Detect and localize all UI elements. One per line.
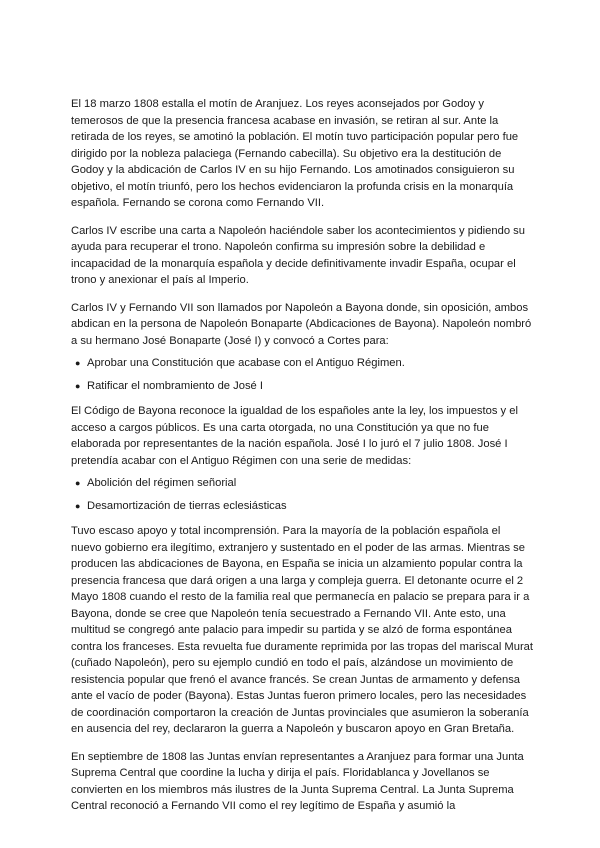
list-item (71, 378, 533, 395)
bullet-icon: ● (75, 380, 81, 391)
list-item (71, 498, 533, 515)
list-item-text: Desamortización de tierras eclesiásticas (87, 499, 287, 512)
list-item (71, 475, 533, 492)
list-medidas-jose-i (71, 475, 533, 514)
paragraph-motin-aranjuez: El 18 marzo 1808 estalla el motín de Aranjuez. Los reyes aconsejados por Godoy y temerosos de que la presencia francesa acabase en invasión, se retiran al sur. Ante la retirada de los reyes, se amotinó la población. El motín tuvo participación popular pero fue dirigido por la nobleza palaciega (Fernando cabecilla). Su objetivo era la destitución de Godoy y la abdicación de Carlos IV en su hijo Fernando. Los amotinados consiguieron su objetivo, el motín triunfó, pero los hechos evidenciaron la profunda crisis en la monarquía española. Fernando se corona como Fernando VII. (71, 98, 519, 209)
list-item-text: Ratificar el nombramiento de José I (87, 379, 263, 392)
document-body (71, 96, 533, 826)
paragraph-alzamiento-popular: Tuvo escaso apoyo y total incomprensión. Para la mayoría de la población española el nuevo gobierno era ilegítimo, extranjero y sustentado en el poder de las armas. Mientras se producen las abdicaciones de Bayona, en España se inicia un alzamiento popular contra la presencia francesa que dará origen a una larga y compleja guerra. El detonante ocurre el 2 Mayo 1808 cuando el resto de la familia real que permanecía en palacio se prepara para ir a Bayona, donde se cree que Napoleón tenía secuestrado a Fernando VII. Ante esto, una multitud se congregó ante palacio para impedir su partida y se alzó de forma espontánea contra los franceses. Esta revuelta fue duramente reprimida por las tropas del mariscal Murat (cuñado Napoleón), pero su ejemplo cundió en todo el país, alzándose un movimiento de resistencia popular que frenó el avance francés. Se crean Juntas de armamento y defensa ante el vacío de poder (Bayona). Estas Juntas fueron primero locales, pero las necesidades de coordinación comportaron la creación de Juntas provinciales que asumieron la soberanía en ausencia del rey, declararon la guerra a Napoleón y buscaron apoyo en Gran Bretaña. (71, 525, 534, 735)
paragraph-codigo-bayona: El Código de Bayona reconoce la igualdad de los españoles ante la ley, los impuestos y el acceso a cargos públicos. Es una carta otorgada, no una Constitución ya que no fue elaborada por representantes de la nación española. José I lo juró el 7 julio 1808. José I pretendía acabar con el Antiguo Régimen con una serie de medidas: (71, 405, 518, 467)
paragraph-carta-napoleon: Carlos IV escribe una carta a Napoleón haciéndole saber los acontecimientos y pidiendo su ayuda para recuperar el trono. Napoleón confirma su impresión sobre la debilidad e incapacidad de la monarquía española y decide definitivamente invadir España, ocupar el trono y anexionar el país al Imperio. (71, 224, 525, 286)
paragraph-junta-suprema-central: En septiembre de 1808 las Juntas envían representantes a Aranjuez para formar una Junta Suprema Central que coordine la lucha y dirija el país. Floridablanca y Jovellanos se convierten en los miembros más ilustres de la Junta Suprema Central. La Junta Suprema Central reconoció a Fernando VII como el rey legítimo de España y asumió la (71, 750, 524, 812)
list-item-text: Abolición del régimen señorial (87, 477, 237, 489)
bullet-icon: ● (75, 358, 81, 368)
paragraph-abdicaciones-bayona: Carlos IV y Fernando VII son llamados por Napoleón a Bayona donde, sin oposición, ambos abdican en la persona de Napoleón Bonaparte (Abdicaciones de Bayona). Napoleón nombró a su hermano José Bonaparte (José I) y convocó a Cortes para: (71, 301, 532, 347)
list-item-text: Aprobar una Constitución que acabase con el Antiguo Régimen. (87, 357, 405, 369)
bullet-icon: ● (75, 500, 81, 511)
bullet-icon: ● (75, 478, 81, 488)
list-cortes-objetivos (71, 355, 533, 394)
list-item (71, 355, 533, 372)
